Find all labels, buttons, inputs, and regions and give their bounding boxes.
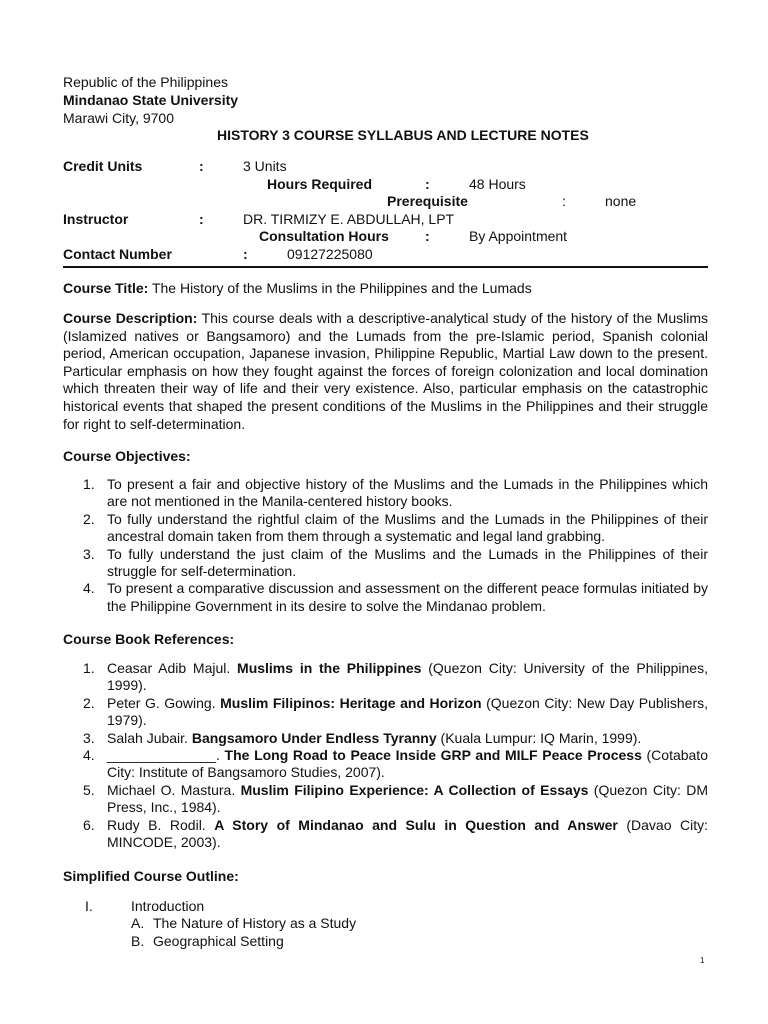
republic-line: Republic of the Philippines: [63, 74, 228, 90]
references-list: [63, 660, 708, 851]
hours-required-label: Hours Required: [267, 176, 373, 192]
outline-subitem-letter: A.: [131, 915, 145, 931]
course-title: [63, 279, 532, 297]
list-item: [63, 580, 708, 615]
reference-author: Rudy B. Rodil.: [107, 816, 215, 833]
list-item-text: To present a fair and objective history of the Muslims and the Lumads in the Philippines which are not mentioned in the Manila-centered history books.: [107, 476, 708, 510]
reference-title: Bangsamoro Under Endless Tyranny: [191, 729, 437, 746]
list-item: [63, 660, 708, 695]
reference-publisher: (Davao City: MINCODE, 2003).: [107, 816, 708, 851]
outline-subitem-text: The Nature of History as a Study: [153, 915, 357, 931]
list-item-number: 3.: [83, 545, 95, 562]
reference-title: The Long Road to Peace Inside GRP and MILF Peace Process: [224, 747, 642, 764]
consultation-hours-colon: :: [425, 228, 430, 244]
outline-heading: Simplified Course Outline:: [63, 868, 239, 884]
reference-publisher: (Cotabato City: Institute of Bangsamoro Studies, 2007).: [107, 747, 708, 781]
reference-publisher: (Quezon City: University of the Philippines, 1999).: [107, 660, 708, 694]
reference-publisher: (Kuala Lumpur: IQ Marin, 1999).: [436, 729, 642, 746]
list-item-number: 1.: [83, 476, 95, 492]
contact-number-value: 09127225080: [287, 246, 373, 262]
city-line: Marawi City, 9700: [63, 110, 175, 126]
reference-title: Muslim Filipino Experience: A Collection of Essays: [240, 781, 589, 798]
header-divider: [63, 266, 708, 268]
reference-publisher: (Quezon City: DM Press, Inc., 1984).: [107, 781, 708, 816]
outline-subitem-letter: B.: [131, 933, 145, 949]
reference-author: Salah Jubair.: [107, 729, 192, 746]
course-description: [63, 310, 708, 433]
list-item-number: 6.: [83, 816, 95, 833]
consultation-hours-value: By Appointment: [469, 228, 568, 244]
objectives-heading: Course Objectives:: [63, 448, 191, 464]
course-description-text: This course deals with a descriptive-analytical study of the history of the Muslims (Islamized natives or Bangsamoro) and the Lumads from the pre-Islamic period, Spanish colonial period, American occupation, Japanese invasion, Philippine Republic, Martial Law down to the present. Particular emphasis on how they fought against the forces of foreign colonization and local domination which threaten their way of life and their very existence. Also, particular emphasis on the catastrophic historical events that shaped the present conditions of the Muslims in the Philippines and their struggle for right to self-determination.: [63, 310, 708, 432]
list-item-text: To fully understand the rightful claim of the Muslims and the Lumads in the Philippines of their ancestral domain taken from them through a systematic and legal land grabbing.: [107, 510, 708, 545]
list-item-number: 2.: [83, 510, 95, 527]
reference-publisher: (Quezon City: New Day Publishers, 1979).: [107, 694, 708, 729]
list-item: [63, 782, 708, 817]
hours-required-colon: :: [425, 176, 430, 192]
credit-units-colon: :: [199, 158, 204, 174]
references-heading: Course Book References:: [63, 631, 235, 647]
contact-number-label: Contact Number: [63, 246, 172, 262]
prerequisite-value: none: [605, 193, 637, 209]
list-item-number: 1.: [83, 660, 95, 676]
list-item-text: To present a comparative discussion and assessment on the different peace formulas initiated by the Philippine Government in its desire to solve the Mindanao problem.: [107, 580, 708, 614]
contact-number-colon: :: [243, 246, 248, 262]
page-number: 1: [700, 956, 705, 965]
credit-units-label: Credit Units: [63, 158, 143, 174]
instructor-label: Instructor: [63, 211, 129, 227]
list-item-number: 5.: [83, 781, 95, 798]
instructor-colon: :: [199, 211, 204, 227]
outline-section-title: Introduction: [131, 898, 205, 914]
course-description-label: Course Description:: [63, 310, 198, 326]
hours-required-value: 48 Hours: [469, 176, 526, 192]
prerequisite-label: Prerequisite: [387, 193, 468, 209]
credit-units-value: 3 Units: [243, 158, 287, 174]
list-item-number: 3.: [83, 729, 95, 746]
reference-author: ______________.: [107, 747, 225, 764]
reference-author: Ceasar Adib Majul.: [107, 660, 238, 676]
course-title-text: The History of the Muslims in the Philippines and the Lumads: [148, 280, 532, 296]
list-item-number: 2.: [83, 694, 95, 711]
prerequisite-colon: :: [562, 193, 566, 209]
objectives-list: [63, 476, 708, 615]
list-item-number: 4.: [83, 580, 95, 597]
outline-section-number: I.: [85, 898, 93, 914]
list-item: [63, 511, 708, 546]
reference-author: Michael O. Mastura.: [107, 781, 241, 798]
reference-title: Muslim Filipinos: Heritage and Horizon: [220, 694, 482, 711]
reference-title: Muslims in the Philippines: [237, 660, 422, 676]
outline-subitem-text: Geographical Setting: [153, 933, 284, 949]
consultation-hours-label: Consultation Hours: [259, 228, 389, 244]
list-item: [63, 476, 708, 511]
list-item: [63, 730, 708, 747]
list-item: [63, 546, 708, 581]
list-item: [63, 817, 708, 852]
reference-title: A Story of Mindanao and Sulu in Question and Answer: [214, 816, 618, 833]
course-title-label: Course Title:: [63, 280, 149, 296]
list-item: [63, 747, 708, 782]
reference-author: Peter G. Gowing.: [107, 694, 221, 711]
instructor-value: DR. TIRMIZY E. ABDULLAH, LPT: [243, 211, 455, 227]
list-item-number: 4.: [83, 747, 95, 764]
document-title: HISTORY 3 COURSE SYLLABUS AND LECTURE NOTES: [217, 127, 589, 143]
university-name: Mindanao State University: [63, 92, 239, 108]
list-item: [63, 695, 708, 730]
list-item-text: To fully understand the just claim of the Muslims and the Lumads in the Philippines of their struggle for self-determination.: [107, 545, 708, 580]
